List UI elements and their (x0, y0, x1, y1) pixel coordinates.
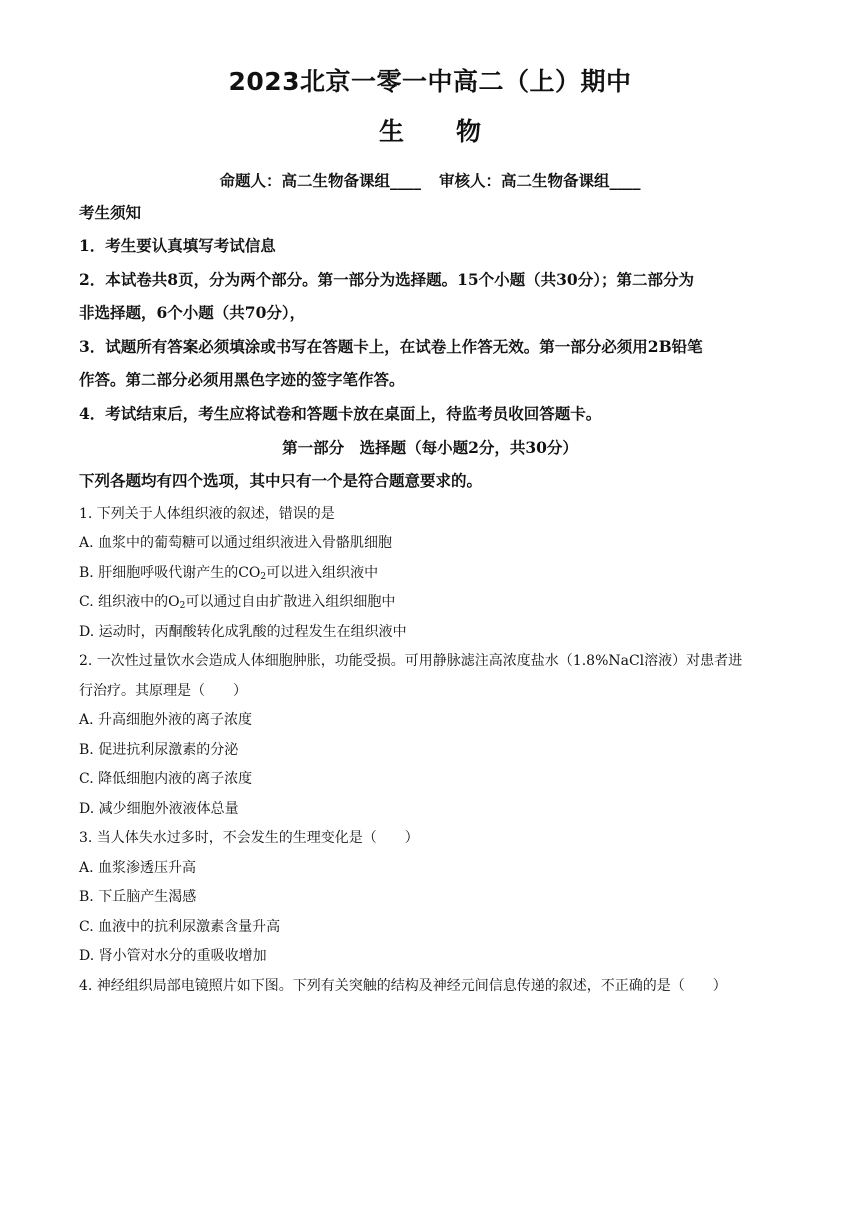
question-3-option-d: D. 肾小管对水分的重吸收增加 (79, 948, 267, 964)
author-line (0, 170, 860, 192)
question-2-option-b: B. 促进抗利尿激素的分泌 (79, 742, 239, 758)
question-3-option-c: C. 血液中的抗利尿激素含量升高 (79, 919, 281, 935)
subject-char-2: 物 (456, 117, 482, 146)
question-1-option-d: D. 运动时，丙酮酸转化成乳酸的过程发生在组织液中 (79, 624, 407, 640)
part1-instruction: 下列各题均有四个选项，其中只有一个是符合题意要求的。 (79, 471, 483, 490)
part1-heading: 第一部分 选择题（每小题2分，共30分） (282, 438, 578, 457)
question-3-option-b: B. 下丘脑产生渴感 (79, 889, 197, 905)
subject-heading (0, 114, 860, 150)
reviewer-text: 审核人：高二生物备课组____ (439, 171, 641, 190)
question-1-option-b: B. 肝细胞呼吸代谢产生的$CO_2$可以进入组织液中 (79, 565, 379, 582)
question-1-option-c: C. 组织液中的$O_2$可以通过自由扩散进入组织细胞中 (79, 594, 396, 611)
question-4-stem: 4. 神经组织局部电镜照片如下图。下列有关突触的结构及神经元间信息传递的叙述，不正确的是（ ） (79, 978, 727, 994)
question-3-stem: 3. 当人体失水过多时，不会发生的生理变化是（ ） (79, 830, 419, 846)
notice-item-2-line-2: 非选择题，6个小题（共70分）， (79, 303, 306, 322)
question-2-stem-line-2: 行治疗。其原理是（ ） (79, 683, 247, 699)
question-2-option-a: A. 升高细胞外液的离子浓度 (79, 712, 253, 728)
exam-title: 2023北京一零一中高二（上）期中 (228, 67, 632, 96)
question-2-stem-line-1: 2. 一次性过量饮水会造成人体细胞肿胀，功能受损。可用静脉滤注高浓度盐水（1.8%NaCl溶液）对患者进 (79, 653, 743, 669)
author-text: 命题人：高二生物备课组____ (219, 171, 421, 190)
question-3-option-a: A. 血浆渗透压升高 (79, 860, 197, 876)
notice-item-3-line-1: 3．试题所有答案必须填涂或书写在答题卡上，在试卷上作答无效。第一部分必须用2B铅笔 (79, 337, 703, 356)
question-1-stem: 1. 下列关于人体组织液的叙述，错误的是 (79, 506, 335, 522)
notice-item-3-line-2: 作答。第二部分必须用黑色字迹的签字笔作答。 (79, 370, 405, 389)
question-1-option-a: A. 血浆中的葡萄糖可以通过组织液进入骨骼肌细胞 (79, 535, 393, 551)
notice-heading: 考生须知 (79, 203, 142, 222)
notice-item-2-line-1: 2．本试卷共8页，分为两个部分。第一部分为选择题。15个小题（共30分）；第二部分为 (79, 270, 694, 289)
question-2-option-d: D. 减少细胞外液液体总量 (79, 801, 239, 817)
subject-char-1: 生 (378, 117, 404, 146)
notice-item-1: 1．考生要认真填写考试信息 (79, 236, 276, 255)
notice-item-4: 4．考试结束后，考生应将试卷和答题卡放在桌面上，待监考员收回答题卡。 (79, 404, 602, 423)
question-2-option-c: C. 降低细胞内液的离子浓度 (79, 771, 253, 787)
